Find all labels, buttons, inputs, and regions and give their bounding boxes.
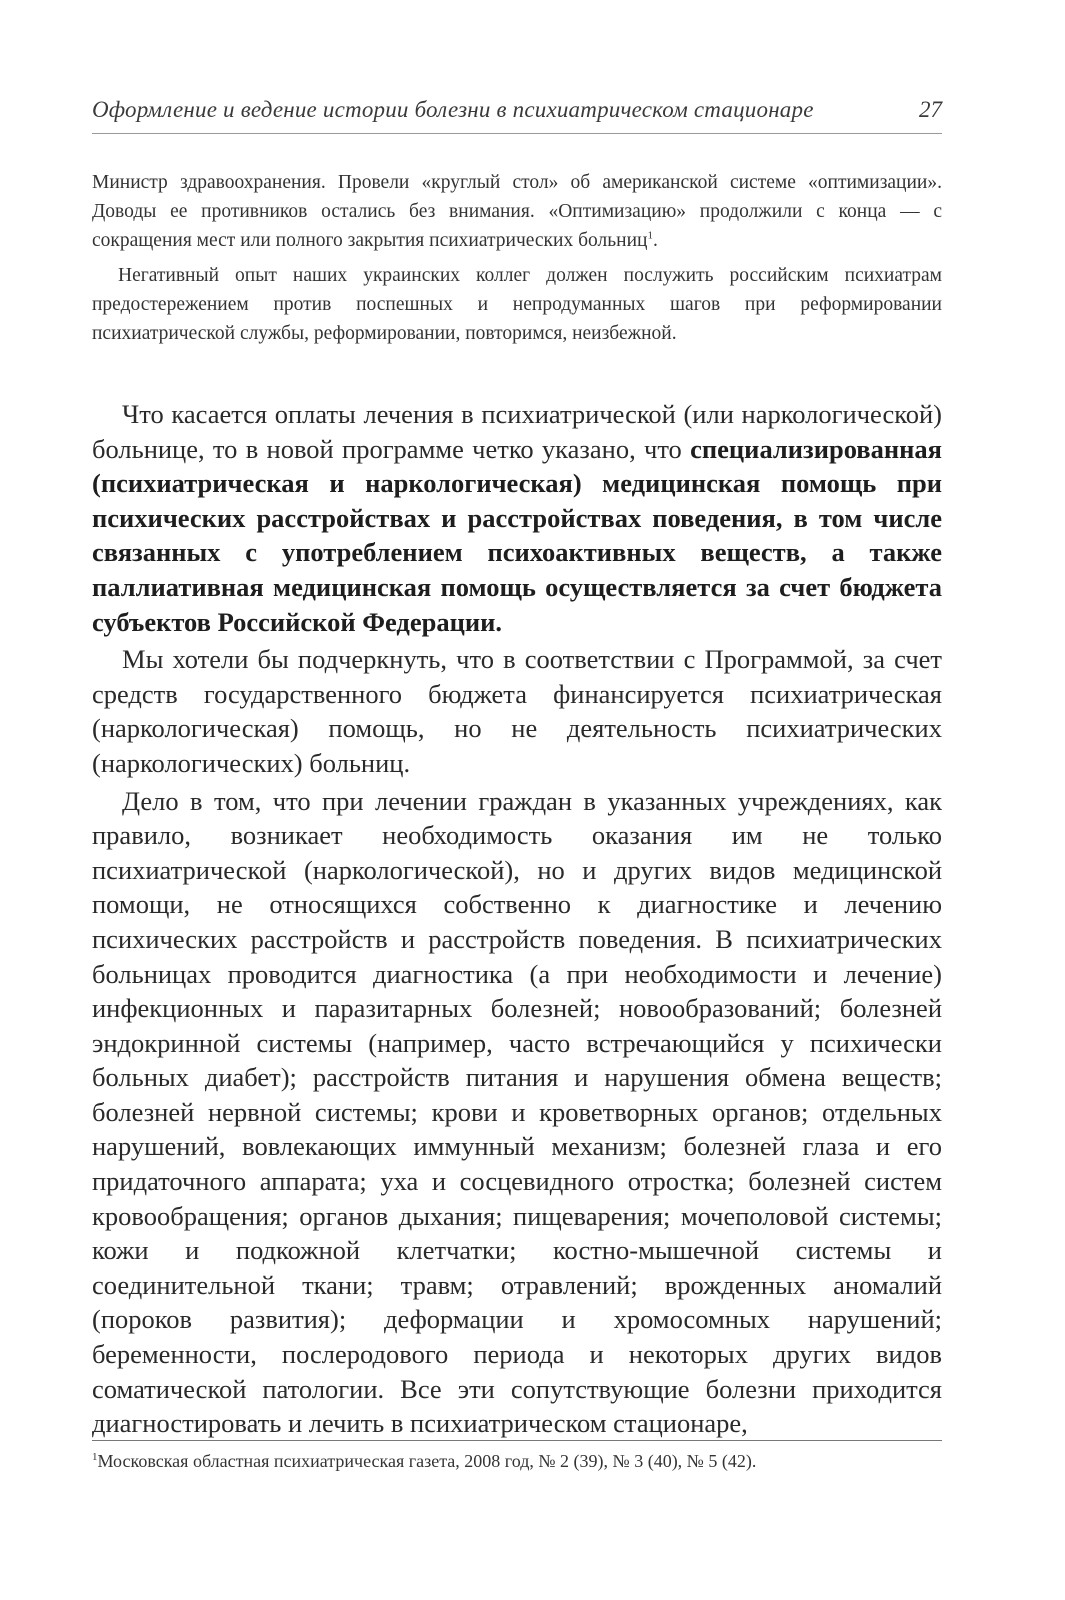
body-paragraph: Дело в том, что при лечении граждан в указанных учреждениях, как правило, возникает необходимость оказания им не только психиатрической (наркологической), но и других видов медицинской помощи, не относящихся собственно к диагностике и лечению психических расстройств и расстройств поведения. В психиатрических больницах проводится диагностика (а при необходимости и лечение) инфекционных и паразитарных болезней; новообразований; болезней эндокринной системы (например, часто встречающийся у психически больных диабет); расстройств питания и нарушения обмена веществ; болезней нервной системы; крови и кроветворных органов; отдельных нарушений, вовлекающих иммунный механизм; болезней глаза и его придаточного аппарата; уха и сосцевидного отростка; болезней систем кровообращения; органов дыхания; пищеварения; мочеполовой системы; кожи и подкожной клетчатки; костно-мышечной системы и соединительной ткани; травм; отравлений; врожденных аномалий (пороков развития); деформации и хромосомных нарушений; беременности, послеродового периода и некоторых других видов соматической патологии. Все эти сопутствующие болезни приходится диагностировать и лечить в психиатрическом стационаре, [92, 785, 942, 1439]
emphasized-text: специализированная (психиатрическая и наркологическая) медицинская помощь при психических расстройствах и расстройствах поведения, в том числе связанных с употреблением психоактивных веществ, а также паллиативная медицинская помощь осуществляется за счет бюджета субъектов Российской Федерации. [92, 433, 942, 637]
footnote-divider [92, 1440, 942, 1441]
body-paragraph [92, 397, 942, 639]
running-header [92, 93, 942, 134]
body-text [92, 397, 942, 1444]
footnote [92, 1449, 942, 1473]
quote-paragraph-text: Министр здравоохранения. Провели «круглый стол» об американской системе «оптимизации». Доводы ее противников остались без внимания. «Оптимизацию» продолжили с конца — с сокращения мест или полного закрытия психиатрических больниц [92, 172, 942, 251]
quote-paragraph: Негативный опыт наших украинских коллег должен послужить российским психиатрам предостережением против поспешных и непродуманных шагов при реформировании психиатрической службы, реформировании, повторимся, неизбежной. [92, 265, 942, 344]
running-title: Оформление и ведение истории болезни в психиатрическом стационаре [92, 97, 814, 122]
quote-paragraph [92, 168, 942, 255]
footnote-reference: 1 [647, 229, 653, 242]
page-number: 27 [919, 97, 942, 122]
footnote-marker: 1 [92, 1451, 98, 1463]
quote-paragraph-end: . [652, 230, 658, 251]
body-paragraph: Мы хотели бы подчеркнуть, что в соответствии с Программой, за счет средств государственного бюджета финансируется психиатрическая (наркологическая) помощь, но не деятельность психиатрических (наркологических) больниц. [92, 644, 942, 778]
quoted-passage [92, 168, 942, 354]
body-paragraph-text: Что касается оплаты лечения в психиатрической (или наркологической) больнице, то в новой программе четко указано, что [92, 399, 942, 464]
footnote-text: Московская областная психиатрическая газета, 2008 год, № 2 (39), № 3 (40), № 5 (42). [97, 1451, 757, 1471]
